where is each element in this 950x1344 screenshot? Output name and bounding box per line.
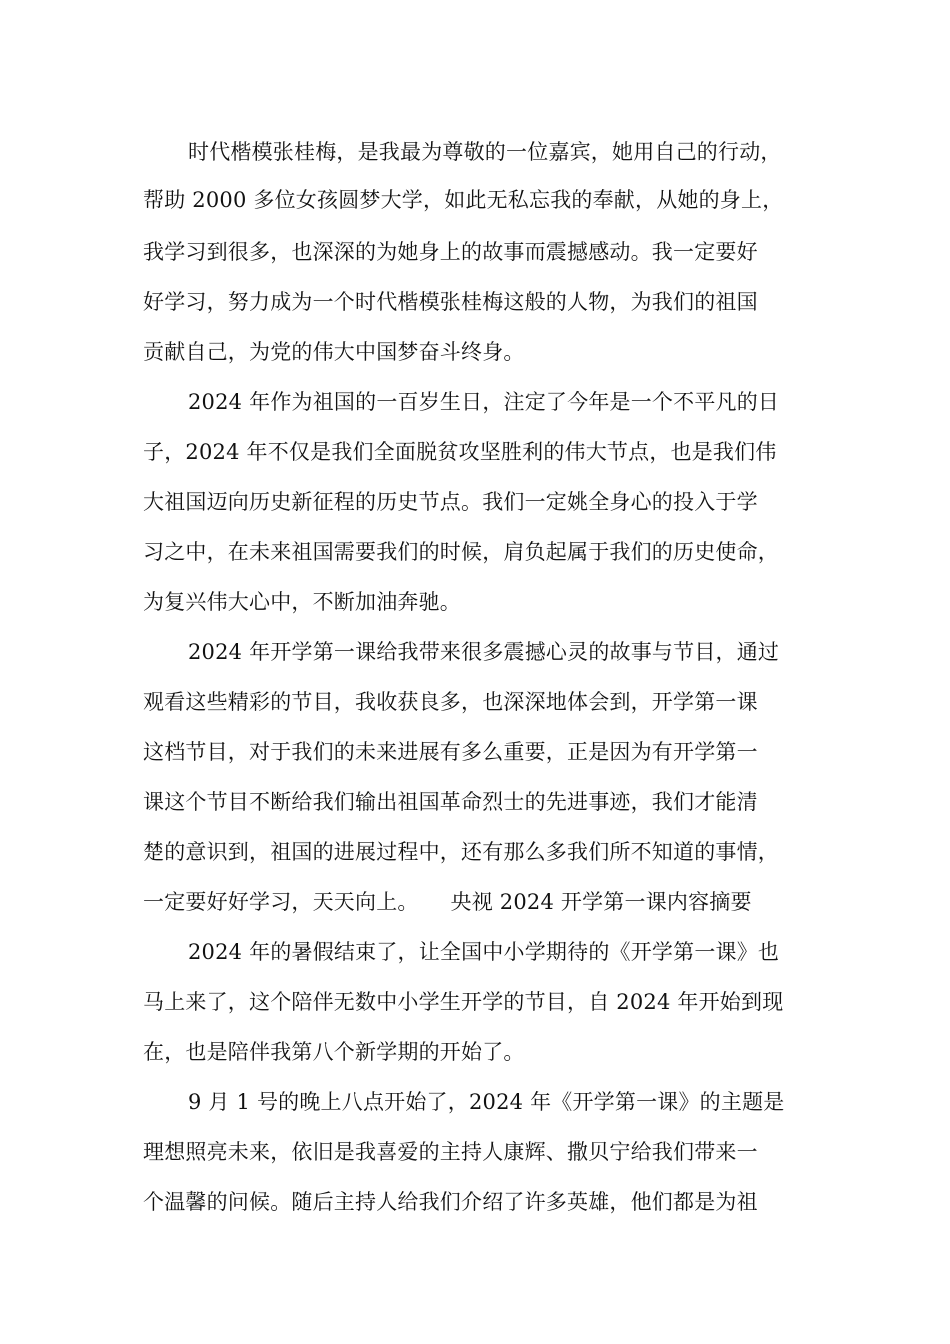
text-line: 好学习，努力成为一个时代楷模张桂梅这般的人物，为我们的祖国 <box>143 290 758 314</box>
text-line: 2024 年作为祖国的一百岁生日，注定了今年是一个不平凡的日 <box>188 390 780 414</box>
text-line: 在，也是陪伴我第八个新学期的开始了。 <box>143 1040 525 1064</box>
text-line: 一定要好好学习，天天向上。 央视 2024 开学第一课内容摘要 <box>143 890 752 914</box>
text-line: 观看这些精彩的节目，我收获良多，也深深地体会到，开学第一课 <box>143 690 758 714</box>
text-line: 我学习到很多，也深深的为她身上的故事而震撼感动。我一定要好 <box>143 240 758 264</box>
text-line: 大祖国迈向历史新征程的历史节点。我们一定姚全身心的投入于学 <box>143 490 758 514</box>
text-line: 9 月 1 号的晚上八点开始了，2024 年《开学第一课》的主题是 <box>188 1090 785 1114</box>
text-line: 为复兴伟大心中，不断加油奔驰。 <box>143 590 461 614</box>
text-line: 时代楷模张桂梅，是我最为尊敬的一位嘉宾，她用自己的行动， <box>188 140 782 164</box>
text-line: 子，2024 年不仅是我们全面脱贫攻坚胜利的伟大节点，也是我们伟 <box>143 440 777 464</box>
text-line: 习之中，在未来祖国需要我们的时候，肩负起属于我们的历史使命， <box>143 540 779 564</box>
text-line: 2024 年开学第一课给我带来很多震撼心灵的故事与节目，通过 <box>188 640 780 664</box>
text-line: 贡献自己，为党的伟大中国梦奋斗终身。 <box>143 340 525 364</box>
text-line: 帮助 2000 多位女孩圆梦大学，如此无私忘我的奉献，从她的身上， <box>143 188 784 212</box>
text-line: 楚的意识到，祖国的进展过程中，还有那么多我们所不知道的事情， <box>143 840 779 864</box>
text-line: 个温馨的问候。随后主持人给我们介绍了许多英雄，他们都是为祖 <box>143 1190 758 1214</box>
text-line: 2024 年的暑假结束了，让全国中小学期待的《开学第一课》也 <box>188 940 780 964</box>
text-line: 理想照亮未来，依旧是我喜爱的主持人康辉、撒贝宁给我们带来一 <box>143 1140 758 1164</box>
text-line: 这档节目，对于我们的未来进展有多么重要，正是因为有开学第一 <box>143 740 758 764</box>
text-line: 课这个节目不断给我们输出祖国革命烈士的先进事迹，我们才能清 <box>143 790 758 814</box>
text-line: 马上来了，这个陪伴无数中小学生开学的节目，自 2024 年开始到现 <box>143 990 784 1014</box>
